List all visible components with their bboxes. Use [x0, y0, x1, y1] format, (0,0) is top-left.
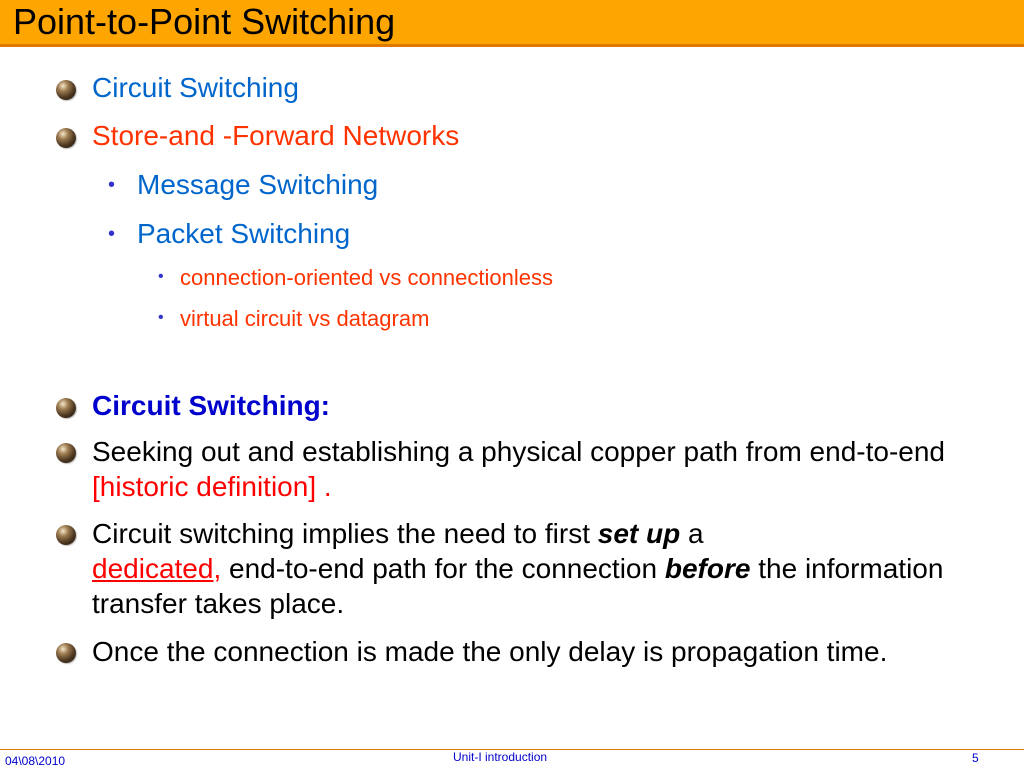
emphasis-before: before [664, 553, 751, 584]
paragraph-propagation: Once the connection is made the only delay is propagation time. [92, 636, 888, 667]
comma: , [213, 553, 222, 584]
slide-title: Point-to-Point Switching [13, 1, 396, 42]
title-bar [0, 0, 1024, 47]
footer-title: Unit-I introduction [453, 750, 548, 764]
bullet-dot-icon: • [108, 174, 116, 196]
outline-subsub-connection: connection-oriented vs connectionless [180, 265, 554, 290]
outline-subsub-virtual-circuit: virtual circuit vs datagram [180, 306, 430, 331]
bullet-ball-icon [56, 398, 76, 418]
outline-sub-message-switching: Message Switching [137, 169, 379, 200]
historic-definition-note: [historic definition] . [92, 471, 332, 502]
outline-item-store-forward: Store-and -Forward Networks [92, 120, 460, 151]
paragraph-dedicated-path [92, 516, 992, 621]
footer-date: 04\08\2010 [5, 754, 66, 768]
section-heading: Circuit Switching: [92, 390, 330, 421]
page-number: 5 [972, 751, 979, 765]
outline-item-circuit-switching: Circuit Switching [92, 72, 299, 103]
bullet-dot-icon: • [108, 223, 116, 245]
dedicated-link[interactable]: dedicated [92, 553, 214, 584]
bullet-dot-icon: • [158, 268, 164, 285]
paragraph-text: the information transfer takes place. [92, 553, 944, 619]
paragraph-physical-path [92, 434, 992, 504]
paragraph-text: Seeking out and establishing a physical copper path from end-to-end [92, 436, 945, 467]
bullet-ball-icon [56, 525, 76, 545]
bullet-dot-icon: • [158, 309, 164, 326]
outline-sub-packet-switching: Packet Switching [137, 218, 351, 249]
bullet-ball-icon [56, 80, 76, 100]
paragraph-text: end-to-end path for the connection [229, 553, 658, 584]
paragraph-text: Circuit switching implies the need to first [92, 518, 590, 549]
paragraph-text: a [688, 518, 704, 549]
bullet-ball-icon [56, 643, 76, 663]
bullet-ball-icon [56, 443, 76, 463]
emphasis-set-up: set up [597, 518, 681, 549]
bullet-ball-icon [56, 128, 76, 148]
